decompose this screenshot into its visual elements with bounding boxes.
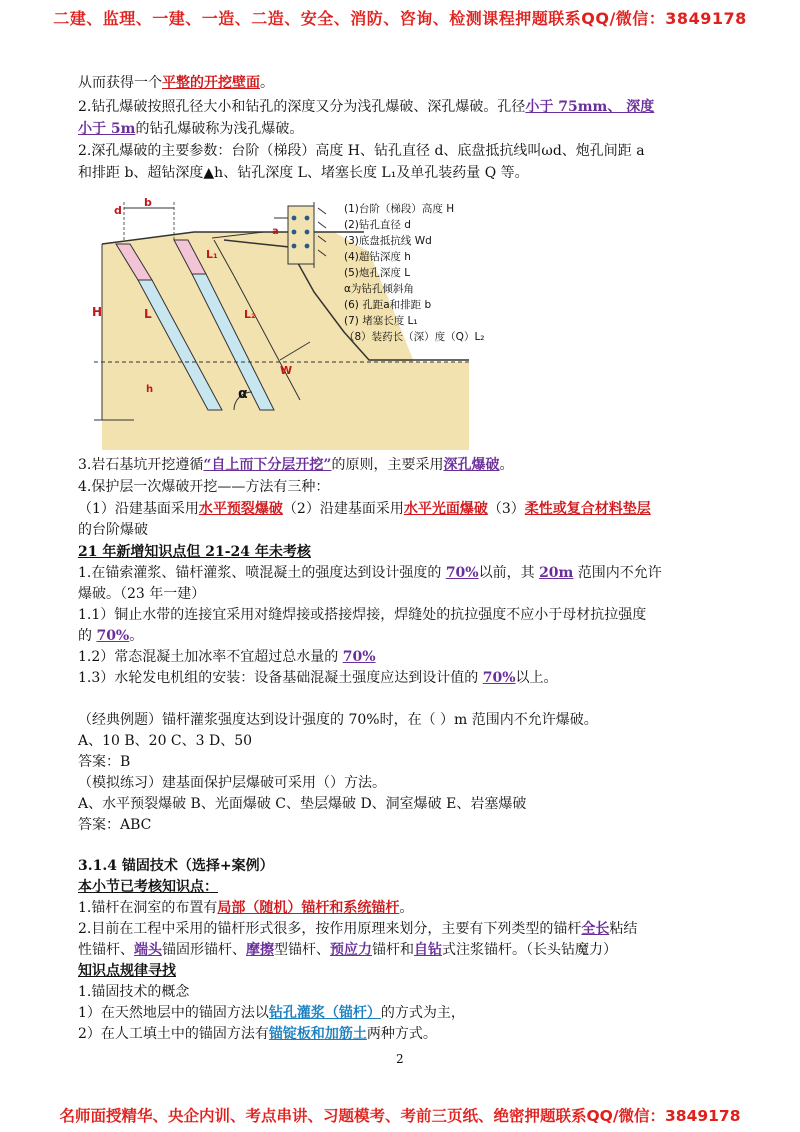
legend-item: (5)炮孔深度 L [344, 267, 411, 279]
subsection-heading: 知识点规律寻找 [78, 963, 176, 979]
legend-item: (6) 孔距a和排距 b [344, 299, 432, 311]
paragraph: 2.深孔爆破的主要参数：台阶（梯段）高度 H、钻孔直径 d、底盘抵抗线叫ωd、炮孔间距 a [78, 143, 645, 159]
paragraph: 2.钻孔爆破按照孔径大小和钻孔的深度又分为浅孔爆破、深孔爆破。孔径小于 75mm、 深度 [78, 99, 655, 115]
diagram-legend [344, 201, 485, 345]
paragraph: 1.3）水轮发电机组的安装：设备基础混凝土强度应达到设计值的 70%以上。 [78, 670, 558, 686]
answer: 答案：ABC [78, 817, 152, 833]
paragraph: 和排距 b、超钻深度▲h、钻孔深度 L、堵塞长度 L₁及单孔装药量 Q 等。 [78, 165, 529, 181]
label-alpha: α [238, 386, 248, 402]
paragraph: 的台阶爆破 [78, 522, 148, 538]
page-number: 2 [396, 1052, 404, 1066]
legend-item: (3)底盘抵抗线 Wd [344, 235, 432, 247]
question-options: A、10 B、20 C、3 D、50 [78, 733, 253, 749]
paragraph: 从而获得一个平整的开挖壁面。 [78, 75, 274, 91]
footer-banner: 名师面授精华、央企内训、考点串讲、习题模考、考前三页纸、绝密押题联系QQ/微信：3849178 [59, 1107, 741, 1125]
paragraph: 1）在天然地层中的锚固方法以钻孔灌浆（锚杆）的方式为主， [78, 1005, 465, 1021]
label-d: d [114, 204, 122, 217]
legend-item: α为钻孔倾斜角 [344, 283, 414, 295]
section-heading: 21 年新增知识点但 21-24 年未考核 [78, 544, 311, 560]
label-H: H [92, 305, 103, 319]
section-title: 3.1.4 锚固技术（选择+案例） [78, 858, 274, 874]
header-banner: 二建、监理、一建、一造、二造、安全、消防、咨询、检测课程押题联系QQ/微信：3849178 [53, 9, 747, 28]
question: （经典例题）锚杆灌浆强度达到设计强度的 70%时，在（ ）m 范围内不允许爆破。 [78, 712, 598, 728]
legend-item: (4)超钻深度 h [344, 251, 411, 263]
label-b: b [144, 196, 152, 209]
answer: 答案：B [78, 754, 131, 770]
paragraph: 2.目前在工程中采用的锚杆形式很多，按作用原理来划分，主要有下列类型的锚杆全长粘结 [78, 921, 638, 937]
paragraph: 1.1）铜止水带的连接宜采用对缝焊接或搭接焊接，焊缝处的抗拉强度不应小于母材抗拉强度 [78, 607, 647, 623]
label-h: h [146, 384, 154, 395]
paragraph: （1）沿建基面采用水平预裂爆破（2）沿建基面采用水平光面爆破（3）柔性或复合材料垫层 [78, 501, 651, 517]
legend-item: （8）装药长（深）度（Q）L₂ [344, 331, 485, 343]
paragraph: 小于 5m的钻孔爆破称为浅孔爆破。 [78, 121, 304, 137]
label-L1: L₁ [206, 248, 218, 261]
paragraph: 1.锚杆在洞室的布置有局部（随机）锚杆和系统锚杆。 [78, 900, 414, 916]
label-W: W [280, 364, 293, 377]
paragraph: 4.保护层一次爆破开挖——方法有三种： [78, 479, 330, 495]
legend-item: (2)钻孔直径 d [344, 219, 411, 231]
label-L2: L₂ [244, 308, 256, 321]
legend-item: (1)台阶（梯段）高度 H [344, 203, 455, 215]
question-options: A、水平预裂爆破 B、光面爆破 C、垫层爆破 D、洞室爆破 E、岩塞爆破 [78, 796, 527, 812]
label-a: a [272, 226, 279, 237]
paragraph: 1.2）常态混凝土加冰率不宜超过总水量的 70% [78, 649, 376, 665]
paragraph: 的 70%。 [78, 628, 144, 644]
label-L: L [144, 307, 152, 321]
paragraph: 3.岩石基坑开挖遵循“自上而下分层开挖”的原则，主要采用深孔爆破。 [78, 457, 514, 473]
paragraph: 1.在锚索灌浆、锚杆灌浆、喷混凝土的强度达到设计强度的 70%以前，其 20m 范围内不允许 [78, 565, 662, 581]
question: （模拟练习）建基面保护层爆破可采用（）方法。 [78, 775, 386, 791]
paragraph: 2）在人工填土中的锚固方法有锚锭板和加筋土两种方式。 [78, 1026, 437, 1042]
subsection-heading: 本小节已考核知识点： [78, 879, 218, 895]
paragraph: 1.锚固技术的概念 [78, 984, 190, 1000]
legend-item: (7) 堵塞长度 L₁ [344, 315, 418, 327]
paragraph: 爆破。（23 年一建） [78, 586, 206, 602]
paragraph: 性锚杆、端头锚固形锚杆、摩擦型锚杆、预应力锚杆和自钻式注浆锚杆。（长头钻魔力） [78, 942, 617, 958]
